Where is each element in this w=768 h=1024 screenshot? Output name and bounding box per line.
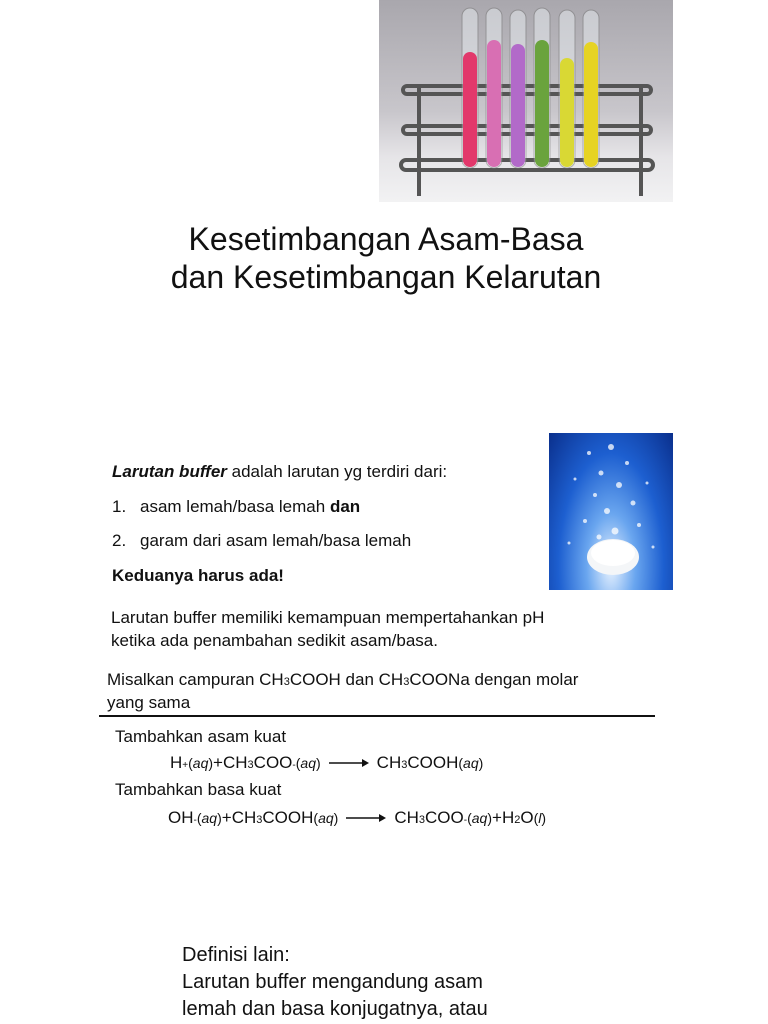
plus-sign: +: [213, 753, 223, 772]
h-text: H: [501, 808, 515, 827]
ch-text: CH: [222, 753, 248, 772]
paren-open: (: [533, 810, 539, 826]
state-aq: aq: [192, 755, 209, 771]
paren-open: (: [313, 810, 319, 826]
state-aq: aq: [471, 810, 488, 826]
paren-open: (: [188, 755, 193, 771]
list-bold-text: dan: [329, 497, 361, 516]
example-mixture: [107, 668, 667, 714]
list-text: garam dari asam lemah/basa lemah: [140, 531, 412, 550]
emphasis-statement: Keduanya harus ada!: [112, 566, 284, 585]
reaction-arrow-icon: [329, 758, 369, 768]
paren-close: ): [541, 810, 547, 826]
list-text: asam lemah/basa lemah: [140, 497, 330, 516]
capability-line-2: ketika ada penambahan sedikit asam/basa.: [111, 631, 438, 650]
example-text-a: Misalkan campuran CH: [107, 670, 284, 689]
buffer-capability: [111, 606, 631, 652]
test-tubes-photo: [379, 0, 673, 202]
ch-text: CH: [376, 753, 402, 772]
paren-close: ): [316, 755, 321, 771]
coo-text: COO: [253, 753, 293, 772]
reaction-equation-acid: H + ( aq ) + CH 3 COO - ( aq ) CH 3 COOH ( aq ): [170, 753, 484, 772]
state-l: l: [538, 810, 542, 826]
paren-close: ): [208, 755, 214, 771]
list-item-1: [112, 496, 360, 518]
effervescent-tablet-illustration: [549, 433, 673, 590]
cooh-text: COOH: [262, 808, 314, 827]
slide-title: [0, 220, 768, 296]
paren-open: (: [295, 755, 301, 771]
alternate-definition: [182, 942, 582, 1023]
list-number: 1.: [112, 497, 127, 516]
o-text: O: [520, 808, 534, 827]
title-line-2: dan Kesetimbangan Kelarutan: [170, 259, 602, 295]
example-line-1: Misalkan campuran CH 3 COOH dan CH 3 COONa dengan molar: [107, 670, 579, 689]
reaction-equation-base: OH - ( aq ) + CH 3 COOH ( aq ) CH 3 COO - ( aq ) + H 2 O ( l ): [168, 808, 547, 827]
example-text-b: COOH dan CH: [289, 670, 404, 689]
list-item-2: [112, 530, 411, 552]
state-aq: aq: [463, 755, 479, 771]
paren-close: ): [487, 810, 492, 826]
paren-open: (: [458, 755, 464, 771]
paren-open: (: [196, 810, 202, 826]
paren-close: ): [217, 810, 222, 826]
divider: [99, 715, 655, 717]
paren-close: ): [333, 810, 339, 826]
plus-sign: +: [492, 808, 502, 827]
capability-line-1: Larutan buffer memiliki kemampuan mempertahankan pH: [111, 608, 545, 627]
alt-def-line-1: Larutan buffer mengandung asam: [182, 971, 483, 993]
state-aq: aq: [318, 810, 334, 826]
state-aq: aq: [201, 810, 218, 826]
test-tubes-illustration: [379, 0, 673, 202]
buffer-term: Larutan buffer: [112, 462, 227, 481]
oh-ion: OH: [168, 808, 194, 827]
add-strong-base-label: Tambahkan basa kuat: [115, 780, 282, 799]
effervescent-tablet-photo: [549, 433, 673, 590]
example-line-2: yang sama: [107, 693, 191, 712]
plus-sign: +: [221, 808, 232, 827]
ch-text: CH: [231, 808, 257, 827]
buffer-definition: [112, 461, 447, 483]
cooh-text: COOH: [407, 753, 459, 772]
alt-def-heading: Definisi lain:: [182, 944, 290, 966]
reaction-arrow-icon: [346, 813, 386, 823]
paren-close: ): [478, 755, 484, 771]
title-line-1: Kesetimbangan Asam-Basa: [188, 221, 584, 257]
alt-def-line-2: lemah dan basa konjugatnya, atau: [182, 998, 488, 1020]
example-text-c: COONa dengan molar: [409, 670, 579, 689]
list-number: 2.: [112, 531, 127, 550]
state-aq: aq: [300, 755, 316, 771]
coo-text: COO: [425, 808, 464, 827]
buffer-definition-text: adalah larutan yg terdiri dari:: [226, 462, 448, 481]
add-strong-acid-label: Tambahkan asam kuat: [115, 727, 287, 746]
paren-open: (: [467, 810, 472, 826]
h-ion: H: [170, 753, 183, 772]
ch-text: CH: [394, 808, 419, 827]
